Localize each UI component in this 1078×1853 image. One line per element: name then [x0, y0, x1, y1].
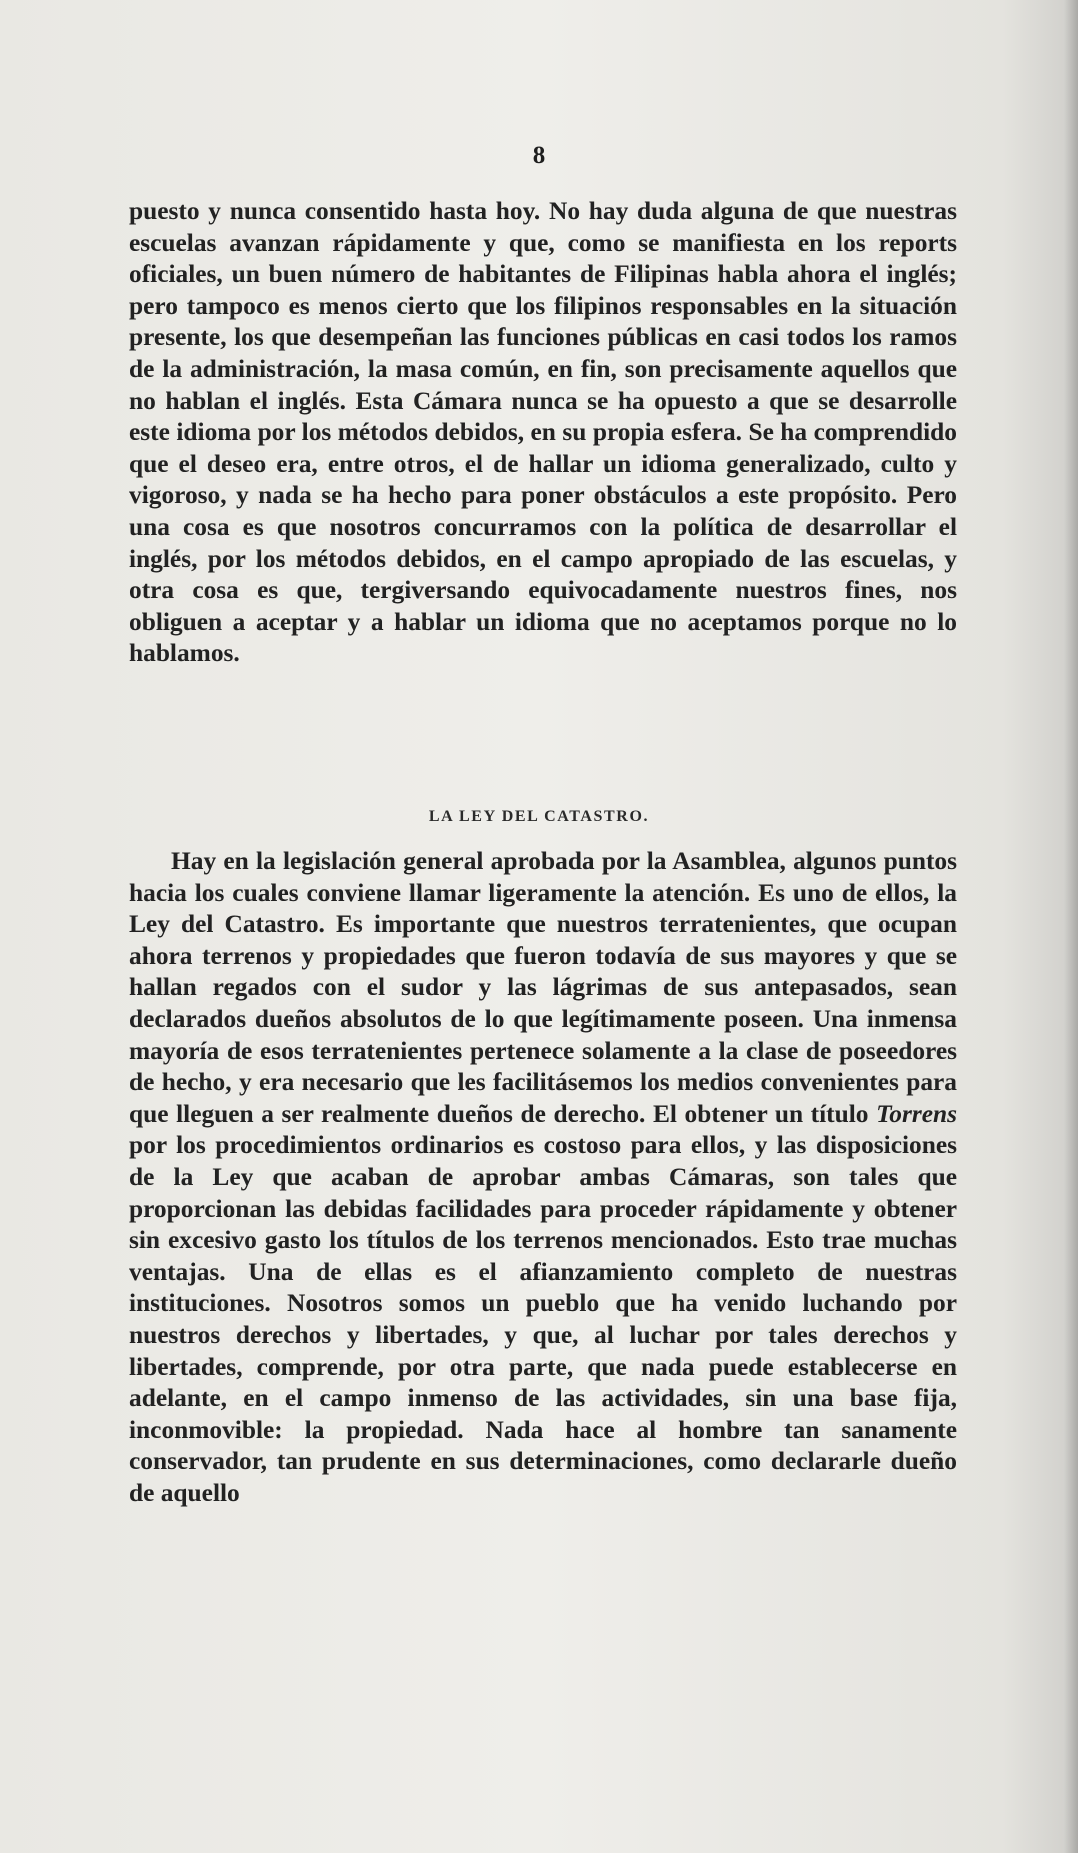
paragraph-2-part-2: por los procedimientos ordinarios es costoso para ellos, y las disposiciones de la Ley que acaban de aprobar ambas Cámaras, son tales que proporcionan las debidas facilidades para proceder rápidamente y obtener sin excesivo gasto los títulos de los terrenos mencionados. Esto trae muchas ventajas. Una de ellas es el afianzamiento completo de nuestras instituciones. Nosotros somos un pueblo que ha venido luchando por nuestros derechos y libertades, y que, al luchar por tales derechos y libertades, comprende, por otra parte, que nada puede establecerse en adelante, en el campo inmenso de las actividades, sin una base fija, inconmovible: la propiedad. Nada hace al hombre tan sanamente conservador, tan prudente en sus determinaciones, como declararle dueño de aquello [129, 1131, 957, 1507]
torrens-italic: Torrens [876, 1099, 957, 1128]
paragraph-continued [129, 196, 957, 670]
paragraph-catastro [129, 846, 957, 1509]
page-edge-shadow [1064, 0, 1078, 1853]
paragraph-1-text: puesto y nunca consentido hasta hoy. No hay duda alguna de que nuestras escuelas avanzan rápidamente y que, como se manifiesta en los reports oficiales, un buen número de habitantes de Filipinas habla ahora el inglés; pero tampoco es menos cierto que los filipinos responsables en la situación presente, los que desempeñan las funciones públicas en casi todos los ramos de la administración, la masa común, en fin, son precisamente aquellos que no hablan el inglés. Esta Cámara nunca se ha opuesto a que se desarrolle este idioma por los métodos debidos, en su propia esfera. Se ha comprendido que el deseo era, entre otros, el de hallar un idioma generalizado, culto y vigoroso, y nada se ha hecho para poner obstáculos a este propósito. Pero una cosa es que nosotros concurramos con la política de desarrollar el inglés, por los métodos debidos, en el campo apropiado de las escuelas, y otra cosa es que, tergiversando equivocadamente nuestros fines, nos obliguen a aceptar y a hablar un idioma que no aceptamos porque no lo hablamos. [129, 197, 957, 668]
paragraph-2-text [129, 846, 957, 1509]
section-title: LA LEY DEL CATASTRO. [428, 808, 650, 825]
paragraph-2-part-1: Hay en la legislación general aprobada por la Asamblea, algunos puntos hacia los cuales conviene llamar ligeramente la atención. Es uno de ellos, la Ley del Catastro. Es importante que nuestros terratenientes, que ocupan ahora terrenos y propiedades que fueron todavía de sus mayores y que se hallan regados con el sudor y las lágrimas de sus antepasados, sean declarados dueños absolutos de lo que legítimamente poseen. Una inmensa mayoría de esos terratenientes pertenece solamente a la clase de poseedores de hecho, y era necesario que les facilitásemos los medios convenientes para que lleguen a ser realmente dueños de derecho. El obtener un título [129, 847, 957, 1128]
page-number: 8 [532, 142, 546, 169]
